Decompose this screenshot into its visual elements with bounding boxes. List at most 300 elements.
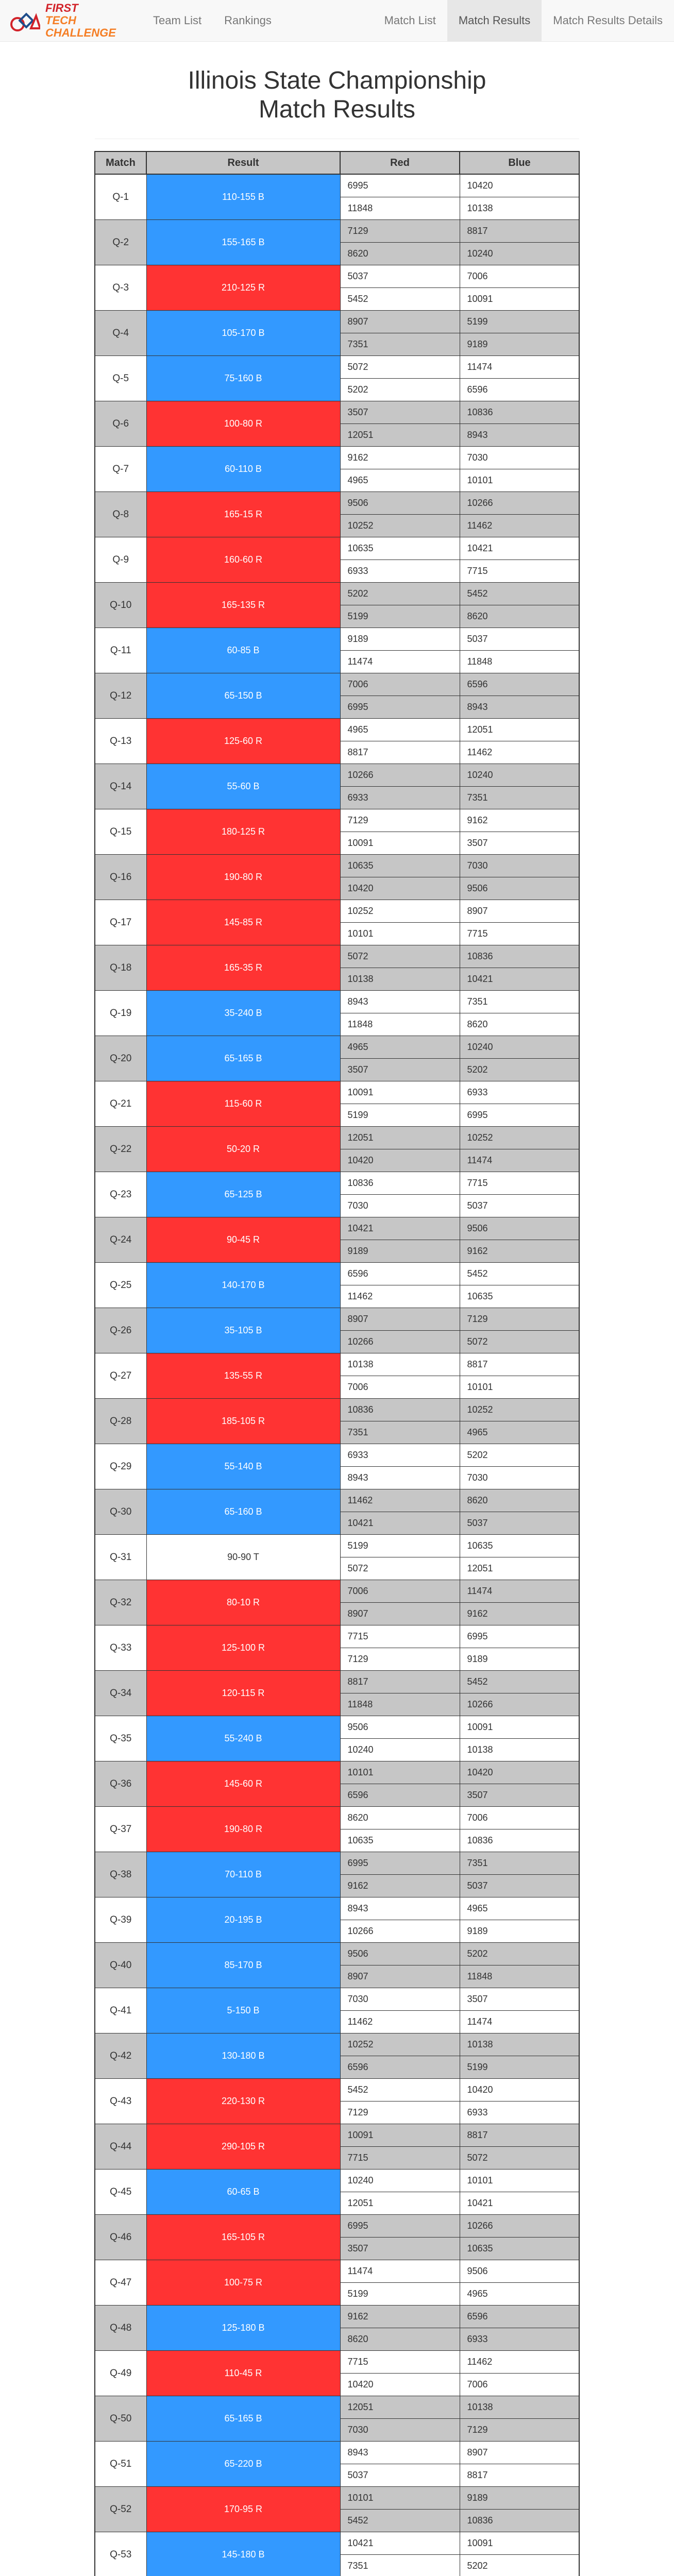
red-team-cell: 5199 [340, 605, 460, 628]
match-group [95, 220, 579, 265]
blue-team-cell: 9506 [460, 2260, 579, 2283]
match-id-cell: Q-13 [95, 719, 146, 764]
match-result-cell: 100-75 R [146, 2260, 340, 2306]
match-result-cell: 165-135 R [146, 583, 340, 628]
blue-team-cell: 10091 [460, 1716, 579, 1739]
page-title-line-2: Match Results [258, 96, 416, 123]
blue-team-cell: 8620 [460, 1489, 579, 1512]
match-result-cell: 35-240 B [146, 991, 340, 1036]
match-id-cell: Q-20 [95, 1036, 146, 1081]
red-team-cell: 9162 [340, 1875, 460, 1897]
match-result-cell: 60-65 B [146, 2170, 340, 2215]
blue-team-cell: 9506 [460, 877, 579, 900]
red-team-cell: 11474 [340, 2260, 460, 2283]
match-result-cell: 5-150 B [146, 1988, 340, 2033]
table-row [95, 1807, 579, 1829]
table-header-row [95, 151, 579, 174]
header-result: Result [146, 151, 340, 174]
blue-team-cell: 10836 [460, 401, 579, 424]
match-id-cell: Q-21 [95, 1081, 146, 1127]
blue-team-cell: 5202 [460, 2555, 579, 2576]
red-team-cell: 5199 [340, 1535, 460, 1557]
blue-team-cell: 10101 [460, 2170, 579, 2192]
match-id-cell: Q-19 [95, 991, 146, 1036]
match-result-cell: 125-180 B [146, 2306, 340, 2351]
match-result-cell: 165-35 R [146, 945, 340, 991]
red-team-cell: 5072 [340, 1557, 460, 1580]
table-row [95, 764, 579, 787]
match-id-cell: Q-31 [95, 1535, 146, 1580]
table-row [95, 2079, 579, 2102]
red-team-cell: 7351 [340, 2555, 460, 2576]
blue-team-cell: 5072 [460, 1331, 579, 1353]
blue-team-cell: 11462 [460, 2351, 579, 2374]
blue-team-cell: 9162 [460, 1603, 579, 1625]
nav-match-list[interactable]: Match List [384, 14, 436, 27]
match-id-cell: Q-45 [95, 2170, 146, 2215]
match-group [95, 1716, 579, 1761]
match-result-cell: 100-80 R [146, 401, 340, 447]
blue-team-cell: 5202 [460, 1059, 579, 1081]
match-id-cell: Q-32 [95, 1580, 146, 1625]
match-result-cell: 70-110 B [146, 1852, 340, 1897]
blue-team-cell: 10420 [460, 174, 579, 197]
blue-team-cell: 9162 [460, 1240, 579, 1263]
match-group [95, 764, 579, 809]
match-id-cell: Q-5 [95, 356, 146, 401]
match-id-cell: Q-25 [95, 1263, 146, 1308]
red-team-cell: 3507 [340, 401, 460, 424]
match-result-cell: 90-45 R [146, 1217, 340, 1263]
blue-team-cell: 8620 [460, 1013, 579, 1036]
table-row [95, 855, 579, 877]
match-id-cell: Q-47 [95, 2260, 146, 2306]
match-group [95, 1127, 579, 1172]
blue-team-cell: 7030 [460, 1467, 579, 1489]
match-result-cell: 60-110 B [146, 447, 340, 492]
match-group [95, 628, 579, 673]
table-row [95, 2396, 579, 2419]
blue-team-cell: 8620 [460, 605, 579, 628]
red-team-cell: 5202 [340, 583, 460, 605]
match-group [95, 1761, 579, 1807]
brand-line-1: FIRST [45, 2, 78, 14]
match-group [95, 1580, 579, 1625]
red-team-cell: 10635 [340, 537, 460, 560]
match-id-cell: Q-24 [95, 1217, 146, 1263]
match-group [95, 2260, 579, 2306]
blue-team-cell: 10421 [460, 968, 579, 991]
blue-team-cell: 4965 [460, 1897, 579, 1920]
red-team-cell: 8620 [340, 243, 460, 265]
red-team-cell: 4965 [340, 469, 460, 492]
blue-team-cell: 10420 [460, 1761, 579, 1784]
blue-team-cell: 11462 [460, 741, 579, 764]
match-id-cell: Q-7 [95, 447, 146, 492]
table-row [95, 1897, 579, 1920]
table-row [95, 2033, 579, 2056]
table-row [95, 1943, 579, 1965]
match-result-cell: 145-180 B [146, 2532, 340, 2576]
match-group [95, 1308, 579, 1353]
match-result-cell: 110-155 B [146, 174, 340, 220]
red-team-cell: 11462 [340, 2011, 460, 2033]
match-id-cell: Q-3 [95, 265, 146, 311]
match-group [95, 719, 579, 764]
blue-team-cell: 5199 [460, 2056, 579, 2079]
match-group [95, 991, 579, 1036]
red-team-cell: 10138 [340, 968, 460, 991]
match-id-cell: Q-40 [95, 1943, 146, 1988]
table-row [95, 1535, 579, 1557]
red-team-cell: 12051 [340, 1127, 460, 1149]
match-result-cell: 65-150 B [146, 673, 340, 719]
match-id-cell: Q-8 [95, 492, 146, 537]
red-team-cell: 10091 [340, 2124, 460, 2147]
blue-team-cell: 7715 [460, 560, 579, 583]
blue-team-cell: 10836 [460, 2510, 579, 2532]
match-id-cell: Q-22 [95, 1127, 146, 1172]
match-id-cell: Q-29 [95, 1444, 146, 1489]
table-row [95, 583, 579, 605]
match-result-cell: 90-90 T [146, 1535, 340, 1580]
red-team-cell: 5202 [340, 379, 460, 401]
header-match: Match [95, 151, 146, 174]
match-group [95, 1988, 579, 2033]
red-team-cell: 3507 [340, 2238, 460, 2260]
navbar [0, 0, 674, 42]
blue-team-cell: 10252 [460, 1399, 579, 1421]
blue-team-cell: 11474 [460, 1149, 579, 1172]
red-team-cell: 10252 [340, 2033, 460, 2056]
table-row [95, 900, 579, 923]
blue-team-cell: 7715 [460, 923, 579, 945]
red-team-cell: 8620 [340, 1807, 460, 1829]
nav-match-results-details[interactable]: Match Results Details [553, 14, 663, 27]
table-row [95, 401, 579, 424]
match-group [95, 1535, 579, 1580]
match-result-cell: 65-165 B [146, 2396, 340, 2442]
table-row [95, 492, 579, 515]
match-id-cell: Q-49 [95, 2351, 146, 2396]
match-group [95, 1897, 579, 1943]
match-id-cell: Q-9 [95, 537, 146, 583]
blue-team-cell: 7129 [460, 2419, 579, 2442]
match-id-cell: Q-43 [95, 2079, 146, 2124]
match-result-cell: 65-125 B [146, 1172, 340, 1217]
red-team-cell: 5452 [340, 288, 460, 311]
match-id-cell: Q-27 [95, 1353, 146, 1399]
blue-team-cell: 7006 [460, 265, 579, 288]
red-team-cell: 11848 [340, 1693, 460, 1716]
blue-team-cell: 8907 [460, 2442, 579, 2464]
match-group [95, 583, 579, 628]
red-team-cell: 10420 [340, 877, 460, 900]
red-team-cell: 6995 [340, 696, 460, 719]
match-group [95, 2124, 579, 2170]
blue-team-cell: 10240 [460, 1036, 579, 1059]
table-row [95, 2442, 579, 2464]
match-group [95, 809, 579, 855]
match-id-cell: Q-11 [95, 628, 146, 673]
blue-team-cell: 7006 [460, 1807, 579, 1829]
match-result-cell: 145-85 R [146, 900, 340, 945]
match-result-cell: 35-105 B [146, 1308, 340, 1353]
red-team-cell: 7006 [340, 1376, 460, 1399]
red-team-cell: 5037 [340, 265, 460, 288]
table-row [95, 1036, 579, 1059]
red-team-cell: 8943 [340, 1897, 460, 1920]
blue-team-cell: 10420 [460, 2079, 579, 2102]
match-group [95, 447, 579, 492]
table-row [95, 1263, 579, 1285]
blue-team-cell: 11474 [460, 356, 579, 379]
blue-team-cell: 5202 [460, 1444, 579, 1467]
match-result-cell: 105-170 B [146, 311, 340, 356]
blue-team-cell: 8817 [460, 220, 579, 243]
blue-team-cell: 10240 [460, 764, 579, 787]
nav-rankings[interactable]: Rankings [224, 14, 272, 27]
red-team-cell: 10101 [340, 2487, 460, 2510]
table-row [95, 1988, 579, 2011]
match-result-cell: 55-60 B [146, 764, 340, 809]
blue-team-cell: 4965 [460, 2283, 579, 2306]
blue-team-cell: 4965 [460, 1421, 579, 1444]
match-group [95, 855, 579, 900]
match-group [95, 311, 579, 356]
match-group [95, 537, 579, 583]
nav-match-results[interactable]: Match Results [447, 0, 542, 41]
match-result-cell: 165-105 R [146, 2215, 340, 2260]
red-team-cell: 8907 [340, 1308, 460, 1331]
red-team-cell: 8907 [340, 1603, 460, 1625]
red-team-cell: 6596 [340, 1784, 460, 1807]
red-team-cell: 7715 [340, 2147, 460, 2170]
blue-team-cell: 6995 [460, 1104, 579, 1127]
blue-team-cell: 6933 [460, 2328, 579, 2351]
blue-team-cell: 10138 [460, 197, 579, 220]
blue-team-cell: 10091 [460, 288, 579, 311]
blue-team-cell: 10421 [460, 537, 579, 560]
table-row [95, 1489, 579, 1512]
match-result-cell: 115-60 R [146, 1081, 340, 1127]
blue-team-cell: 9189 [460, 1648, 579, 1671]
match-id-cell: Q-39 [95, 1897, 146, 1943]
red-team-cell: 7030 [340, 2419, 460, 2442]
table-row [95, 311, 579, 333]
blue-team-cell: 7715 [460, 1172, 579, 1195]
match-group [95, 1399, 579, 1444]
red-team-cell: 7351 [340, 333, 460, 356]
table-row [95, 628, 579, 651]
match-group [95, 1217, 579, 1263]
match-id-cell: Q-42 [95, 2033, 146, 2079]
match-result-cell: 190-80 R [146, 1807, 340, 1852]
red-team-cell: 7006 [340, 673, 460, 696]
blue-team-cell: 5072 [460, 2147, 579, 2170]
red-team-cell: 7006 [340, 1580, 460, 1603]
match-result-cell: 180-125 R [146, 809, 340, 855]
red-team-cell: 10266 [340, 1331, 460, 1353]
blue-team-cell: 10138 [460, 1739, 579, 1761]
match-result-cell: 145-60 R [146, 1761, 340, 1807]
blue-team-cell: 6596 [460, 379, 579, 401]
match-id-cell: Q-15 [95, 809, 146, 855]
match-id-cell: Q-26 [95, 1308, 146, 1353]
red-team-cell: 8817 [340, 1671, 460, 1693]
match-group [95, 2215, 579, 2260]
red-team-cell: 5199 [340, 2283, 460, 2306]
match-result-cell: 290-105 R [146, 2124, 340, 2170]
blue-team-cell: 7030 [460, 447, 579, 469]
red-team-cell: 12051 [340, 424, 460, 447]
red-team-cell: 10252 [340, 515, 460, 537]
nav-team-list[interactable]: Team List [153, 14, 202, 27]
match-id-cell: Q-14 [95, 764, 146, 809]
red-team-cell: 10420 [340, 2374, 460, 2396]
blue-team-cell: 5202 [460, 1943, 579, 1965]
match-group [95, 401, 579, 447]
red-team-cell: 9506 [340, 1943, 460, 1965]
match-result-cell: 85-170 B [146, 1943, 340, 1988]
red-team-cell: 8817 [340, 741, 460, 764]
match-id-cell: Q-1 [95, 174, 146, 220]
red-team-cell: 7715 [340, 2351, 460, 2374]
match-group [95, 174, 579, 220]
match-id-cell: Q-2 [95, 220, 146, 265]
table-row [95, 1444, 579, 1467]
match-result-cell: 140-170 B [146, 1263, 340, 1308]
table-row [95, 447, 579, 469]
match-id-cell: Q-10 [95, 583, 146, 628]
match-result-cell: 220-130 R [146, 2079, 340, 2124]
red-team-cell: 8907 [340, 311, 460, 333]
match-id-cell: Q-51 [95, 2442, 146, 2487]
match-group [95, 1852, 579, 1897]
match-group [95, 2487, 579, 2532]
red-team-cell: 6995 [340, 174, 460, 197]
table-row [95, 991, 579, 1013]
red-team-cell: 12051 [340, 2192, 460, 2215]
table-row [95, 1625, 579, 1648]
table-row [95, 2124, 579, 2147]
red-team-cell: 5452 [340, 2510, 460, 2532]
red-team-cell: 10266 [340, 1920, 460, 1943]
red-team-cell: 7030 [340, 1988, 460, 2011]
blue-team-cell: 5452 [460, 583, 579, 605]
table-row [95, 1127, 579, 1149]
brand-logo[interactable] [10, 2, 142, 39]
blue-team-cell: 10421 [460, 2192, 579, 2215]
red-team-cell: 5072 [340, 356, 460, 379]
match-group [95, 1444, 579, 1489]
red-team-cell: 4965 [340, 1036, 460, 1059]
red-team-cell: 4965 [340, 719, 460, 741]
blue-team-cell: 5199 [460, 311, 579, 333]
page-title-line-1: Illinois State Championship [188, 67, 486, 94]
red-team-cell: 7715 [340, 1625, 460, 1648]
match-result-cell: 65-220 B [146, 2442, 340, 2487]
blue-team-cell: 6995 [460, 1625, 579, 1648]
blue-team-cell: 6596 [460, 673, 579, 696]
match-id-cell: Q-17 [95, 900, 146, 945]
match-result-cell: 80-10 R [146, 1580, 340, 1625]
blue-team-cell: 8943 [460, 424, 579, 447]
match-group [95, 945, 579, 991]
match-result-cell: 60-85 B [146, 628, 340, 673]
table-row [95, 1353, 579, 1376]
match-id-cell: Q-35 [95, 1716, 146, 1761]
table-row [95, 719, 579, 741]
match-group [95, 492, 579, 537]
match-result-cell: 190-80 R [146, 855, 340, 900]
match-id-cell: Q-23 [95, 1172, 146, 1217]
match-result-cell: 155-165 B [146, 220, 340, 265]
red-team-cell: 10240 [340, 2170, 460, 2192]
match-result-cell: 130-180 B [146, 2033, 340, 2079]
blue-team-cell: 10635 [460, 2238, 579, 2260]
red-team-cell: 10138 [340, 1353, 460, 1376]
blue-team-cell: 5452 [460, 1263, 579, 1285]
red-team-cell: 6596 [340, 1263, 460, 1285]
red-team-cell: 10101 [340, 923, 460, 945]
blue-team-cell: 12051 [460, 1557, 579, 1580]
blue-team-cell: 10266 [460, 1693, 579, 1716]
match-group [95, 2442, 579, 2487]
match-id-cell: Q-12 [95, 673, 146, 719]
blue-team-cell: 10101 [460, 469, 579, 492]
match-group [95, 2351, 579, 2396]
red-team-cell: 8943 [340, 991, 460, 1013]
match-id-cell: Q-46 [95, 2215, 146, 2260]
blue-team-cell: 10266 [460, 492, 579, 515]
table-row [95, 2487, 579, 2510]
match-result-cell: 165-15 R [146, 492, 340, 537]
red-team-cell: 7129 [340, 220, 460, 243]
red-team-cell: 11474 [340, 651, 460, 673]
red-team-cell: 5452 [340, 2079, 460, 2102]
table-row [95, 673, 579, 696]
red-team-cell: 11462 [340, 1489, 460, 1512]
blue-team-cell: 6933 [460, 1081, 579, 1104]
match-id-cell: Q-18 [95, 945, 146, 991]
blue-team-cell: 11474 [460, 1580, 579, 1603]
match-result-cell: 75-160 B [146, 356, 340, 401]
blue-team-cell: 10836 [460, 1829, 579, 1852]
match-id-cell: Q-37 [95, 1807, 146, 1852]
blue-team-cell: 10101 [460, 1376, 579, 1399]
blue-team-cell: 8943 [460, 696, 579, 719]
blue-team-cell: 5037 [460, 628, 579, 651]
red-team-cell: 9189 [340, 628, 460, 651]
match-id-cell: Q-36 [95, 1761, 146, 1807]
match-group [95, 900, 579, 945]
table-row [95, 1761, 579, 1784]
red-team-cell: 7129 [340, 1648, 460, 1671]
blue-team-cell: 11474 [460, 2011, 579, 2033]
match-result-cell: 185-105 R [146, 1399, 340, 1444]
blue-team-cell: 10252 [460, 1127, 579, 1149]
red-team-cell: 10091 [340, 832, 460, 855]
blue-team-cell: 10635 [460, 1285, 579, 1308]
table-row [95, 1716, 579, 1739]
table-row [95, 1217, 579, 1240]
table-row [95, 2306, 579, 2328]
table-row [95, 1671, 579, 1693]
red-team-cell: 10240 [340, 1739, 460, 1761]
match-id-cell: Q-30 [95, 1489, 146, 1535]
red-team-cell: 10252 [340, 900, 460, 923]
